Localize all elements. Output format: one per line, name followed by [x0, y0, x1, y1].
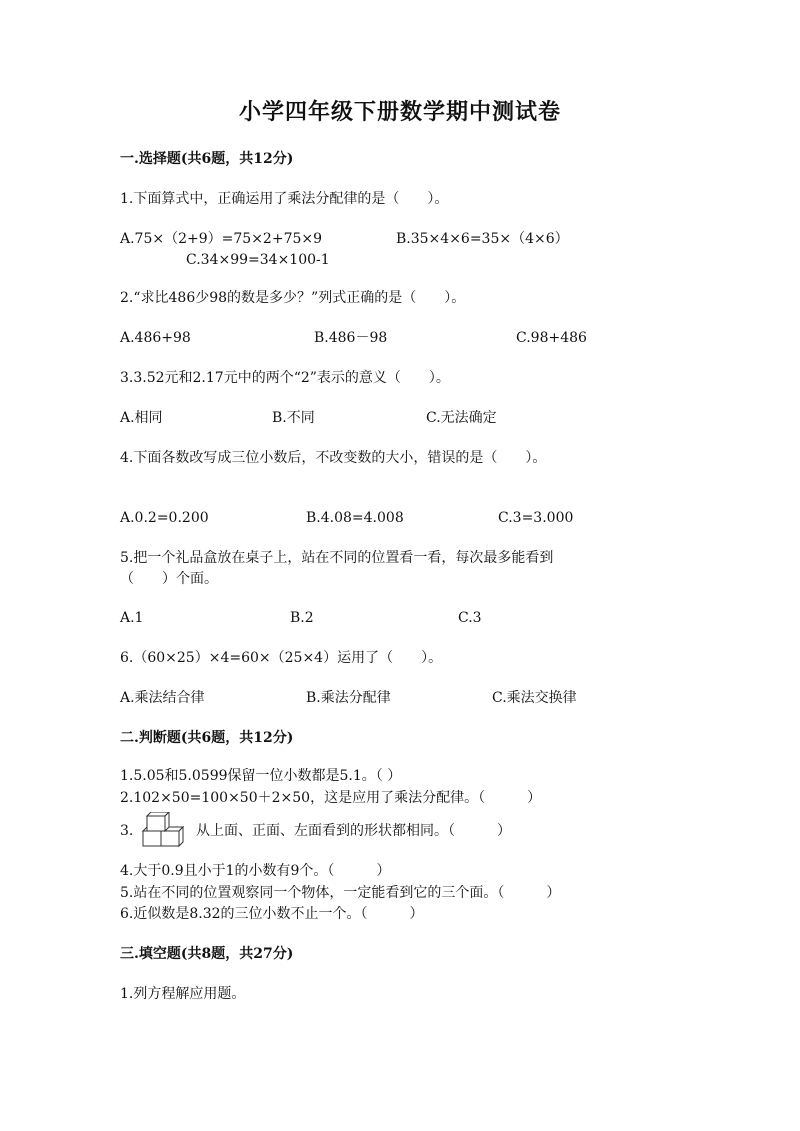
choice-q3-option-b: B.不同: [272, 410, 315, 426]
judge-q2: 2.102×50=100×50＋2×50，这是应用了乘法分配律。（ ）: [120, 790, 542, 806]
choice-q5-option-a: A.1: [120, 610, 144, 626]
section-heading-judgement: 二.判断题(共6题，共12分): [120, 730, 294, 746]
choice-q1-option-c: C.34×99=34×100-1: [186, 252, 330, 268]
choice-q2-option-b: B.486－98: [314, 330, 388, 346]
judge-q5: 5.站在不同的位置观察同一个物体，一定能看到它的三个面。（ ）: [120, 885, 561, 901]
cube-front-right: [161, 831, 179, 846]
choice-q4-option-c: C.3=3.000: [498, 510, 574, 526]
choice-q4-option-a: A.0.2=0.200: [120, 510, 209, 526]
choice-q1-stem: 1.下面算式中，正确运用了乘法分配律的是（ ）。: [120, 191, 449, 207]
choice-q2-option-c: C.98+486: [516, 330, 587, 346]
choice-q2-stem: 2.“求比486少98的数是多少？”列式正确的是（ ）。: [120, 290, 466, 306]
cube-side-right: [179, 827, 183, 846]
judge-q4: 4.大于0.9且小于1的小数有9个。（ ）: [120, 863, 391, 879]
judge-q1: 1.5.05和5.0599保留一位小数都是5.1。（ ）: [120, 768, 402, 784]
section-heading-fill-in: 三.填空题(共8题，共27分): [120, 946, 294, 962]
choice-q6-option-a: A.乘法结合律: [120, 690, 205, 706]
section-heading-choice: 一.选择题(共6题，共12分): [120, 151, 294, 167]
choice-q6-option-c: C.乘法交换律: [492, 690, 577, 706]
choice-q5-stem-line2: （ ）个面。: [120, 571, 218, 587]
judge-q6: 6.近似数是8.32的三位小数不止一个。（ ）: [120, 906, 424, 922]
choice-q3-option-a: A.相同: [120, 410, 163, 426]
choice-q4-option-b: B.4.08=4.008: [306, 510, 404, 526]
choice-q5-stem-line1: 5.把一个礼品盒放在桌子上，站在不同的位置看一看，每次最多能看到: [120, 550, 554, 566]
page-title: 小学四年级下册数学期中测试卷: [238, 99, 561, 125]
choice-q6-stem: 6.（60×25）×4=60×（25×4）运用了（ ）。: [120, 650, 443, 666]
choice-q1-option-a: A.75×（2+9）=75×2+75×9: [120, 231, 323, 247]
choice-q6-option-b: B.乘法分配律: [306, 690, 391, 706]
cube-front-left: [143, 831, 161, 846]
choice-q5-option-c: C.3: [458, 610, 482, 626]
choice-q3-option-c: C.无法确定: [426, 410, 497, 426]
cube-front-top: [147, 816, 165, 831]
choice-q1-option-b: B.35×4×6=35×（4×6）: [396, 231, 569, 247]
cube-stack-figure: [140, 812, 188, 848]
judge-q3-number: 3.: [120, 823, 134, 839]
choice-q5-option-b: B.2: [290, 610, 314, 626]
choice-q3-stem: 3.3.52元和2.17元中的两个“2”表示的意义（ ）。: [120, 370, 450, 386]
cube-side-top: [165, 812, 169, 831]
choice-q2-option-a: A.486+98: [120, 330, 191, 346]
judge-q3-text: 从上面、正面、左面看到的形状都相同。（ ）: [196, 823, 511, 839]
fill-q1: 1.列方程解应用题。: [120, 986, 246, 1002]
choice-q4-stem: 4.下面各数改写成三位小数后，不改变数的大小，错误的是（ ）。: [120, 450, 547, 466]
